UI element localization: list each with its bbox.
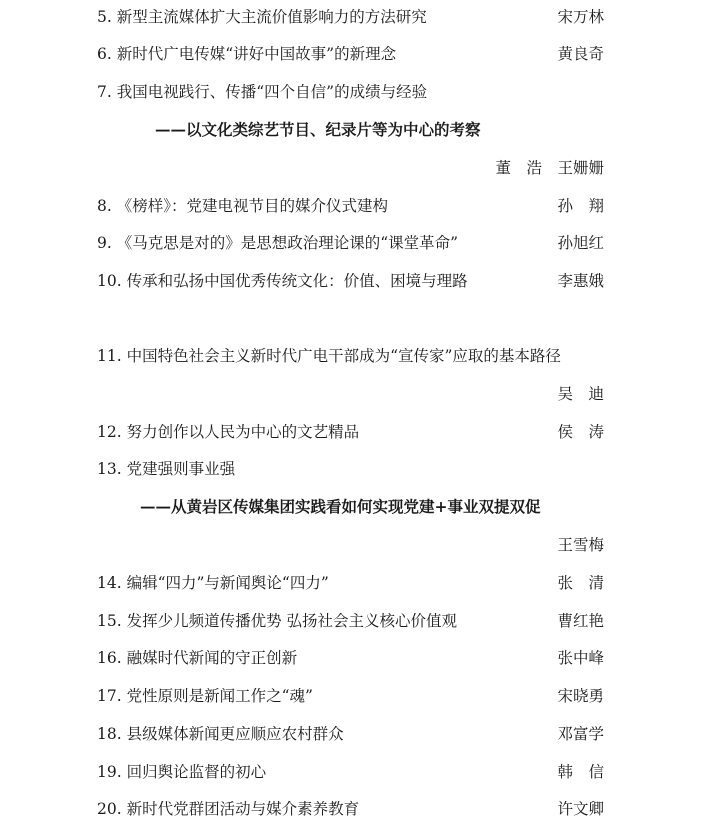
entry-author: 张中峰: [557, 649, 604, 667]
entry-title: 5. 新型主流媒体扩大主流价值影响力的方法研究: [97, 8, 427, 26]
entry-author: 曹红艳: [557, 612, 604, 630]
list-item: [0, 648, 709, 668]
entry-title: 8. 《榜样》：党建电视节目的媒介仪式建构: [97, 197, 388, 215]
list-item-author-line: [0, 384, 709, 404]
list-item: [0, 271, 709, 291]
list-item: [0, 799, 709, 819]
entry-title: 18. 县级媒体新闻更应顺应农村群众: [97, 725, 344, 743]
entry-author: 张 清: [557, 574, 604, 592]
entry-author: 黄良奇: [557, 45, 604, 63]
list-item-author-line: [0, 158, 709, 178]
entry-author: 王雪梅: [557, 536, 604, 554]
entry-subtitle: ——以文化类综艺节目、纪录片等为中心的考察: [155, 120, 481, 139]
entry-title: 13. 党建强则事业强: [97, 460, 236, 478]
entry-title: 19. 回归舆论监督的初心: [97, 763, 267, 781]
list-item: [0, 196, 709, 216]
entry-author: 董 浩 王姗姗: [495, 159, 604, 177]
list-item: [0, 233, 709, 253]
entry-title: 12. 努力创作以人民为中心的文艺精品: [97, 423, 360, 441]
entry-title: 17. 党性原则是新闻工作之“魂”: [97, 687, 313, 705]
entry-author: 宋晓勇: [557, 687, 604, 705]
entry-title: 14. 编辑“四力”与新闻舆论“四力”: [97, 574, 329, 592]
list-item: [0, 422, 709, 442]
entry-title: 6. 新时代广电传媒“讲好中国故事”的新理念: [97, 45, 397, 63]
entry-title: 7. 我国电视践行、传播“四个自信”的成绩与经验: [97, 83, 428, 101]
entry-author: 孙旭红: [557, 234, 604, 252]
list-item: [0, 611, 709, 631]
entry-title: 20. 新时代党群团活动与媒介素养教育: [97, 800, 360, 818]
list-item-subtitle: [0, 120, 709, 140]
entry-author: 侯 涛: [557, 423, 604, 441]
entry-author: 李惠娥: [557, 272, 604, 290]
entry-title: 15. 发挥少儿频道传播优势 弘扬社会主义核心价值观: [97, 612, 458, 630]
entry-author: 韩 信: [557, 763, 604, 781]
list-item: [0, 44, 709, 64]
entry-author: 孙 翔: [557, 197, 604, 215]
list-item-subtitle: [0, 497, 709, 517]
list-item: [0, 724, 709, 744]
entry-subtitle: ——从黄岩区传媒集团实践看如何实现党建+事业双提双促: [140, 497, 541, 516]
entry-author: 邓富学: [557, 725, 604, 743]
entry-author: 许文卿: [557, 800, 604, 818]
entry-author: 宋万林: [557, 8, 604, 26]
list-item: [0, 762, 709, 782]
list-item: [0, 459, 709, 479]
entry-title: 10. 传承和弘扬中国优秀传统文化：价值、困境与理路: [97, 272, 468, 290]
entry-title: 9. 《马克思是对的》是思想政治理论课的“课堂革命”: [97, 234, 459, 252]
entry-title: 16. 融媒时代新闻的守正创新: [97, 649, 298, 667]
entry-author: 吴 迪: [557, 385, 604, 403]
list-item: [0, 573, 709, 593]
list-item: [0, 82, 709, 102]
list-item: [0, 686, 709, 706]
entry-title: 11. 中国特色社会主义新时代广电干部成为“宣传家”应取的基本路径: [97, 347, 561, 365]
list-item-author-line: [0, 535, 709, 555]
list-item: [0, 346, 709, 366]
list-item: [0, 7, 709, 27]
